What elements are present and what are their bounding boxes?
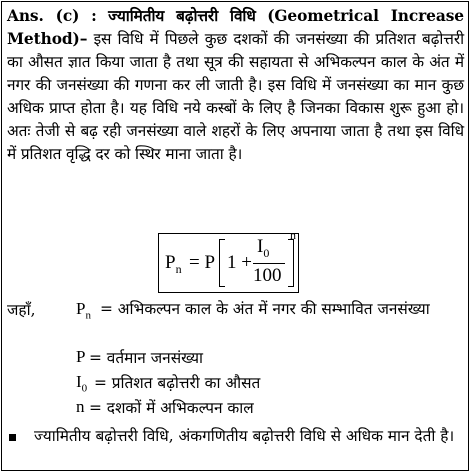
formula-lhs: $P_n$ — [165, 252, 182, 276]
def-text-pn: = अभिकल्पन काल के अंत में नगर की सम्भावित जनसंख्या — [100, 300, 430, 318]
def-symbol-pn: $P_n$ — [76, 299, 91, 322]
def-text-n: = दशकों में अभिकल्पन काल — [89, 399, 254, 417]
square-bullet-icon — [9, 434, 16, 441]
formula-exponent: n — [290, 228, 296, 242]
def-symbol-n: n — [76, 397, 85, 416]
answer-label: Ans. (c) : — [7, 7, 97, 25]
def-symbol-i0: $I_0$ — [76, 372, 88, 395]
right-bracket — [288, 239, 294, 287]
where-label: जहाँ, — [7, 301, 36, 319]
answer-panel — [1, 1, 469, 471]
def-text-p: = वर्तमान जनसंख्या — [89, 349, 204, 367]
formula-one-plus: 1 + — [227, 252, 252, 273]
method-title-hindi: ज्यामितीय बढ़ोत्तरी विधि — [108, 7, 256, 25]
left-bracket — [219, 239, 225, 287]
method-title-english: (Geometrical Increase Method)– — [7, 7, 464, 48]
answer-body: इस विधि में पिछले कुछ दशकों की जनसंख्या की प्रतिशत बढ़ोत्तरी का औसत ज्ञात किया जाता है तथा सूत्र की सहायता से अभिकल्पन काल के अंत में नगर की जनसंख्या की गणना कर ली जाती है। इस विधि में जनसंख्या का मान कुछ अधिक प्राप्त होता है। यह विधि नये कस्बों के लिए है जिनका विकास शुरू हुआ हो। अतः तेजी से बढ़ रही जनसंख्या वाले शहरों के लिए अपनाया जाता है तथा इस विधि में प्रतिशत वृद्धि दर को स्थिर माना जाता है। — [7, 30, 465, 163]
note-text: ज्यामितीय बढ़ोत्तरी विधि, अंकगणितीय बढ़ोत्तरी विधि से अधिक मान देती है। — [34, 427, 455, 445]
formula-denominator: 100 — [253, 265, 282, 286]
answer-paragraph — [7, 5, 464, 166]
def-text-i0: = प्रतिशत बढ़ोत्तरी का औसत — [94, 374, 261, 392]
def-symbol-p: P — [76, 347, 86, 366]
formula-equals: = P — [189, 252, 216, 273]
formula-numerator: $I_0$ — [257, 236, 270, 260]
fraction-bar — [253, 263, 285, 264]
formula-box — [158, 228, 299, 293]
